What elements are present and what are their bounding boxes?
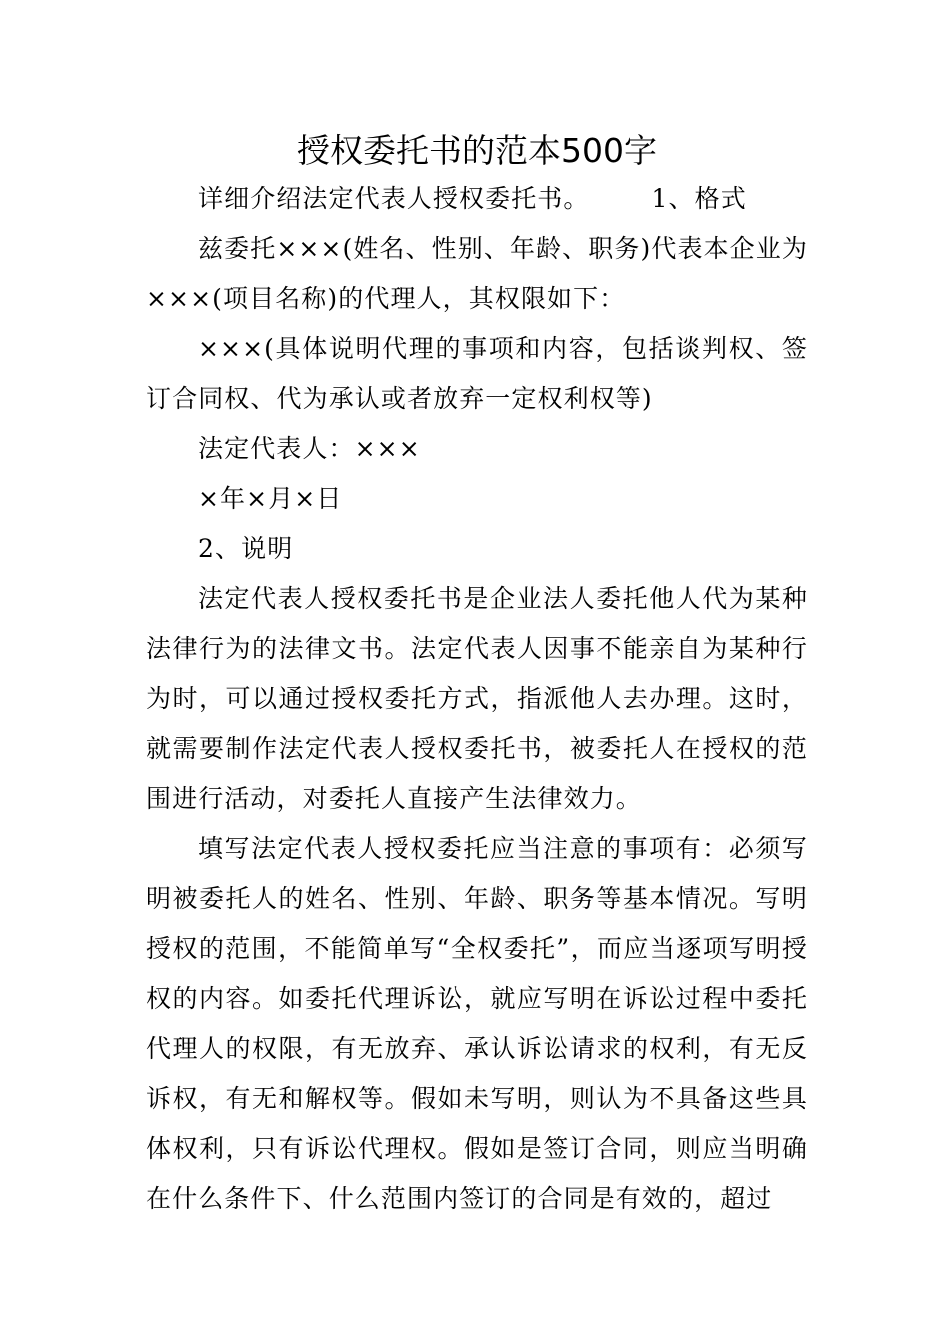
paragraph-notes: 填写法定代表人授权委托应当注意的事项有：必须写明被委托人的姓名、性别、年龄、职务等基本情况。写明授权的范围，不能简单写“全权委托”，而应当逐项写明授权的内容。如委托代理诉讼，就应写明在诉讼过程中委托代理人的权限，有无放弃、承认诉讼请求的权利，有无反诉权，有无和解权等。假如未写明，则认为不具备这些具体权利，只有诉讼代理权。假如是签订合同，则应当明确在什么条件下、什么范围内签订的合同是有效的，超过 bbox=[146, 834, 808, 1213]
paragraph-authority: ×××(具体说明代理的事项和内容，包括谈判权、签订合同权、代为承认或者放弃一定权利权等) bbox=[146, 334, 808, 413]
intro-text: 详细介绍法定代表人授权委托书。 bbox=[198, 184, 590, 213]
paragraph-legal-rep: 法定代表人：××× bbox=[198, 434, 421, 463]
paragraph-entrust: 兹委托×××(姓名、性别、年龄、职务)代表本企业为×××(项目名称)的代理人，其权限如下： bbox=[146, 234, 808, 313]
section2-heading: 2、说明 bbox=[198, 534, 294, 563]
section1-heading: 1、格式 bbox=[651, 184, 747, 213]
document-page bbox=[146, 128, 808, 1224]
intro-line bbox=[146, 174, 808, 224]
paragraph-date: ×年×月×日 bbox=[198, 484, 343, 513]
paragraph-explanation: 法定代表人授权委托书是企业法人委托他人代为某种法律行为的法律文书。法定代表人因事不能亲自为某种行为时，可以通过授权委托方式，指派他人去办理。这时，就需要制作法定代表人授权委托书，被委托人在授权的范围进行活动，对委托人直接产生法律效力。 bbox=[146, 584, 808, 813]
document-title: 授权委托书的范本500字 bbox=[297, 131, 657, 170]
